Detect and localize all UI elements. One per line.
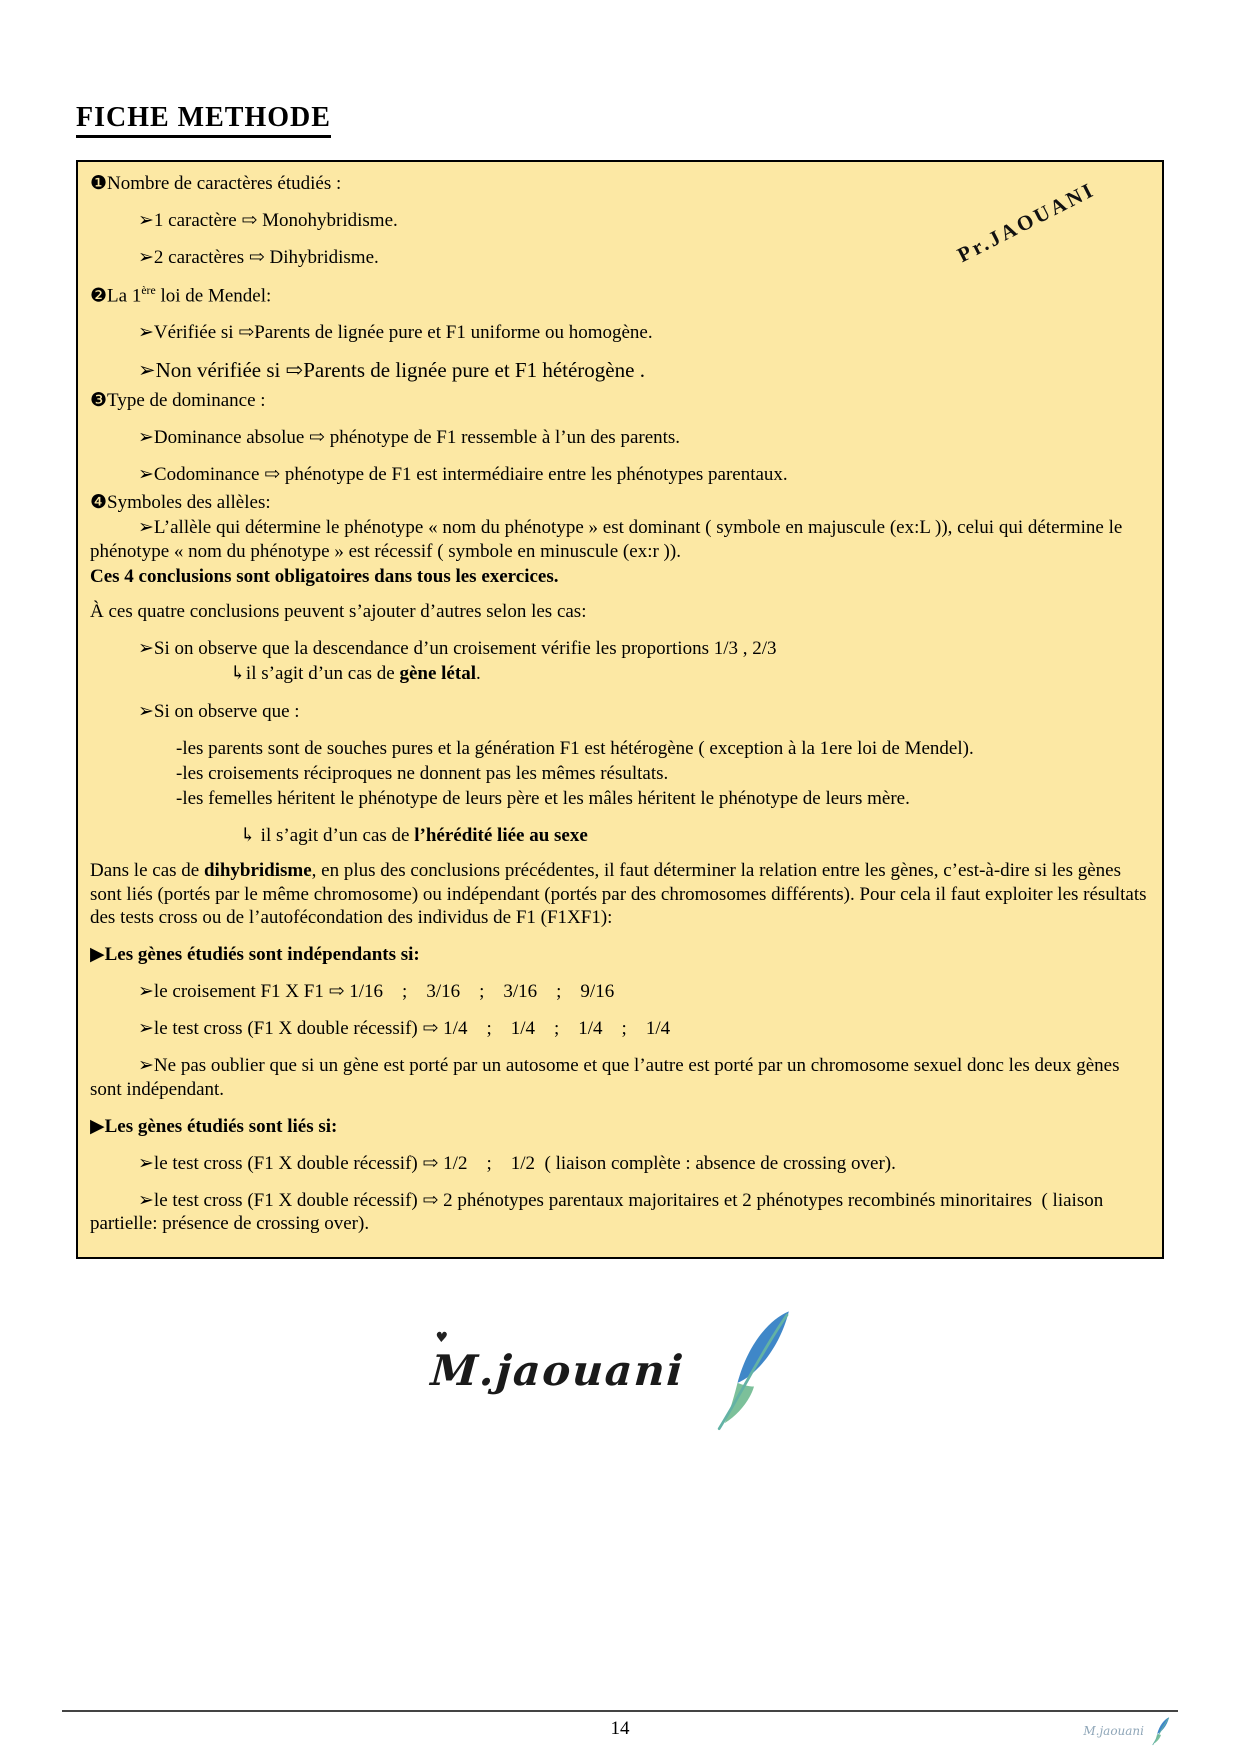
- content-line: [90, 943, 1148, 966]
- content-line: [138, 358, 1148, 384]
- content-line: [90, 565, 1148, 588]
- content-line: [176, 787, 1148, 810]
- text-segment: ↳ il s’agit d’un cas de: [240, 825, 415, 847]
- content-line: [90, 172, 1148, 195]
- text-segment: ➢Vérifiée si ⇨Parents de lignée pure et F1 uniforme ou homogène.: [138, 322, 653, 344]
- footer-feather-icon: [1148, 1716, 1174, 1746]
- text-segment: ❶Nombre de caractères étudiés :: [90, 173, 342, 194]
- content-line: [138, 1017, 1148, 1040]
- text-segment: l’hérédité liée au sexe: [414, 825, 588, 847]
- content-line: [90, 1189, 1148, 1235]
- content-line: [240, 824, 1148, 847]
- page-title: [76, 0, 1240, 134]
- content-line: [90, 1054, 1148, 1100]
- signature-block: [0, 1305, 1240, 1435]
- content-line: [176, 762, 1148, 785]
- text-segment: ❸Type de dominance :: [90, 389, 266, 411]
- content-line: [90, 491, 1148, 514]
- text-segment: ↳il s’agit d’un cas de: [230, 663, 400, 685]
- text-segment: ➢Codominance ⇨ phénotype de F1 est intermédiaire entre les phénotypes parentaux.: [138, 464, 788, 486]
- text-segment: .: [475, 663, 481, 685]
- text-segment: ➢L’allèle qui détermine le phénotype « nom du phénotype » est dominant ( symbole en majuscule (ex:L )), celui qui détermine le phénotype « nom du phénotype » est récessif ( symbole en minuscule (ex:r )).: [90, 517, 1128, 562]
- text-segment: ▶Les gènes étudiés sont liés si:: [90, 1115, 338, 1137]
- content-line: [90, 600, 1148, 623]
- text-segment: gène létal: [399, 663, 476, 685]
- content-line: [138, 321, 1148, 344]
- text-segment: ▶Les gènes étudiés sont indépendants si:: [90, 943, 420, 965]
- page-footer: [0, 1710, 1240, 1740]
- content-line: [138, 980, 1148, 1003]
- text-segment: ère: [141, 283, 156, 297]
- content-line: [230, 662, 1148, 685]
- text-segment: ➢1 caractère ⇨ Monohybridisme.: [138, 210, 398, 232]
- content-line: [138, 637, 1148, 660]
- text-segment: ➢Si on observe que :: [138, 700, 300, 722]
- text-segment: -les croisements réciproques ne donnent pas les mêmes résultats.: [176, 762, 669, 784]
- watermark-text: Pr.JAOUANI: [953, 177, 1099, 268]
- text-segment: ➢2 caractères ⇨ Dihybridisme.: [138, 247, 379, 269]
- text-segment: Ces 4 conclusions sont obligatoires dans tous les exercices.: [90, 565, 559, 587]
- content-line: [138, 463, 1148, 486]
- footer-signature-name: M.jaouani: [1083, 1724, 1144, 1738]
- text-segment: ❷La 1: [90, 284, 142, 306]
- footer-divider: [62, 1710, 1178, 1712]
- text-segment: ➢le test cross (F1 X double récessif) ⇨ 2 phénotypes parentaux majoritaires et 2 phénotypes recombinés minoritaires ( liaison partielle: présence de crossing over).: [90, 1190, 1108, 1235]
- content-line: [138, 700, 1148, 723]
- content-line: [138, 1152, 1148, 1175]
- text-segment: À ces quatre conclusions peuvent s’ajouter d’autres selon les cas:: [90, 601, 587, 622]
- text-segment: ❹Symboles des allèles:: [90, 492, 271, 514]
- content-line: [176, 737, 1148, 760]
- content-line: [138, 426, 1148, 449]
- text-segment: -les femelles héritent le phénotype de leurs père et les mâles héritent le phénotype de leurs mère.: [176, 788, 910, 810]
- feather-icon: [699, 1305, 809, 1435]
- text-segment: Dans le cas de: [90, 860, 204, 882]
- text-segment: ➢Si on observe que la descendance d’un croisement vérifie les proportions 1/3 , 2/3: [138, 638, 777, 660]
- content-line: [90, 859, 1152, 929]
- text-segment: ➢le test cross (F1 X double récessif) ⇨ 1/2 ; 1/2 ( liaison complète : absence de crossing over).: [138, 1152, 896, 1174]
- footer-signature: [1083, 1716, 1174, 1746]
- content-lines: [90, 172, 1152, 1235]
- text-segment: ➢le croisement F1 X F1 ⇨ 1/16 ; 3/16 ; 3/16 ; 9/16: [138, 981, 615, 1003]
- signature-name: M.jaouani: [429, 1345, 687, 1395]
- content-line: [90, 516, 1148, 562]
- text-segment: ➢Ne pas oublier que si un gène est porté par un autosome et que l’autre est porté par un chromosome sexuel donc les deux gènes sont indépendant.: [90, 1055, 1125, 1100]
- heart-icon: ♥: [434, 1329, 451, 1346]
- content-line: [90, 284, 1148, 308]
- content-line: [90, 389, 1148, 412]
- signature-text: [429, 1329, 687, 1395]
- text-segment: , en plus des conclusions précédentes, il faut déterminer la relation entre les gènes, c’est-à-dire si les gènes sont liés (portés par le même chromosome) ou indépendant (portés par des chromosomes différents). Pour cela il faut exploiter les résultats des tests cross ou de l’autofécondation des individus de F1 (F1XF1):: [90, 860, 1152, 928]
- text-segment: dihybridisme: [203, 860, 312, 882]
- text-segment: -les parents sont de souches pures et la génération F1 est hétérogène ( exception à la 1ere loi de Mendel).: [176, 737, 974, 759]
- text-segment: ➢Dominance absolue ⇨ phénotype de F1 ressemble à l’un des parents.: [138, 426, 681, 448]
- page-number: 14: [610, 1718, 630, 1739]
- page-title-text: FICHE METHODE: [76, 102, 331, 138]
- text-segment: loi de Mendel:: [155, 284, 272, 306]
- content-line: [90, 1115, 1148, 1138]
- text-segment: ➢le test cross (F1 X double récessif) ⇨ 1/4 ; 1/4 ; 1/4 ; 1/4: [138, 1018, 671, 1040]
- method-box: [76, 160, 1164, 1259]
- text-segment: ➢Non vérifiée si ⇨Parents de lignée pure et F1 hétérogène .: [138, 358, 645, 383]
